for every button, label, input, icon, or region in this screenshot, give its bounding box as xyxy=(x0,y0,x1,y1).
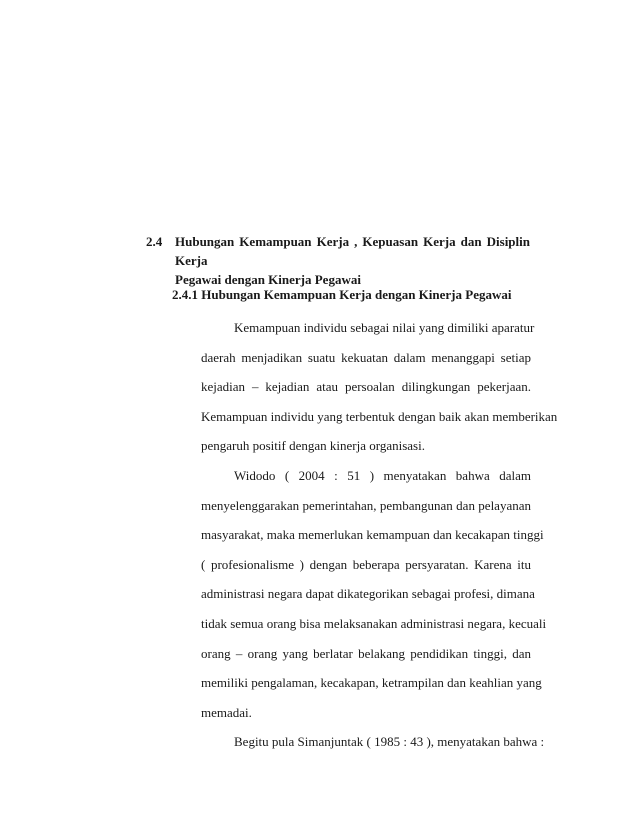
paragraph-line: ( profesionalisme ) dengan beberapa persyaratan. Karena itu xyxy=(201,556,531,572)
subsection-heading: 2.4.1 Hubungan Kemampuan Kerja dengan Kinerja Pegawai xyxy=(172,287,512,302)
paragraph-line: memadai. xyxy=(201,704,252,720)
paragraph-line: pengaruh positif dengan kinerja organisasi. xyxy=(201,438,425,454)
paragraph-line: memiliki pengalaman, kecakapan, ketrampilan dan keahlian yang xyxy=(201,675,542,691)
paragraph-line: Kemampuan individu sebagai nilai yang dimiliki aparatur xyxy=(234,320,535,335)
section-title-line-1: Hubungan Kemampuan Kerja , Kepuasan Kerja dan Disiplin Kerja xyxy=(175,234,530,268)
paragraph-3 xyxy=(201,727,545,757)
paragraph-line: orang – orang yang berlatar belakang pendidikan tinggi, dan xyxy=(201,645,531,661)
section-title-line-2: Pegawai dengan Kinerja Pegawai xyxy=(175,272,361,287)
body-text xyxy=(201,313,558,757)
paragraph-line: tidak semua orang bisa melaksanakan administrasi negara, kecuali xyxy=(201,615,547,631)
paragraph-line: Begitu pula Simanjuntak ( 1985 : 43 ), menyatakan bahwa : xyxy=(234,734,545,750)
paragraph-line: Kemampuan individu yang terbentuk dengan baik akan memberikan xyxy=(201,408,558,424)
section-title xyxy=(175,232,530,289)
section-heading xyxy=(146,232,530,289)
paragraph-line: kejadian – kejadian atau persoalan dilingkungan pekerjaan. xyxy=(201,379,531,395)
paragraph-line: daerah menjadikan suatu kekuatan dalam menanggapi setiap xyxy=(201,349,531,365)
paragraph-line: administrasi negara dapat dikategorikan sebagai profesi, dimana xyxy=(201,586,535,602)
paragraph-2 xyxy=(201,461,547,727)
section-number: 2.4 xyxy=(146,234,163,249)
paragraph-line: masyarakat, maka memerlukan kemampuan dan kecakapan tinggi xyxy=(201,527,544,543)
paragraph-line: menyelenggarakan pemerintahan, pembangunan dan pelayanan xyxy=(201,497,531,513)
paragraph-line: Widodo ( 2004 : 51 ) menyatakan bahwa dalam xyxy=(234,467,531,483)
paragraph-1 xyxy=(201,313,558,461)
